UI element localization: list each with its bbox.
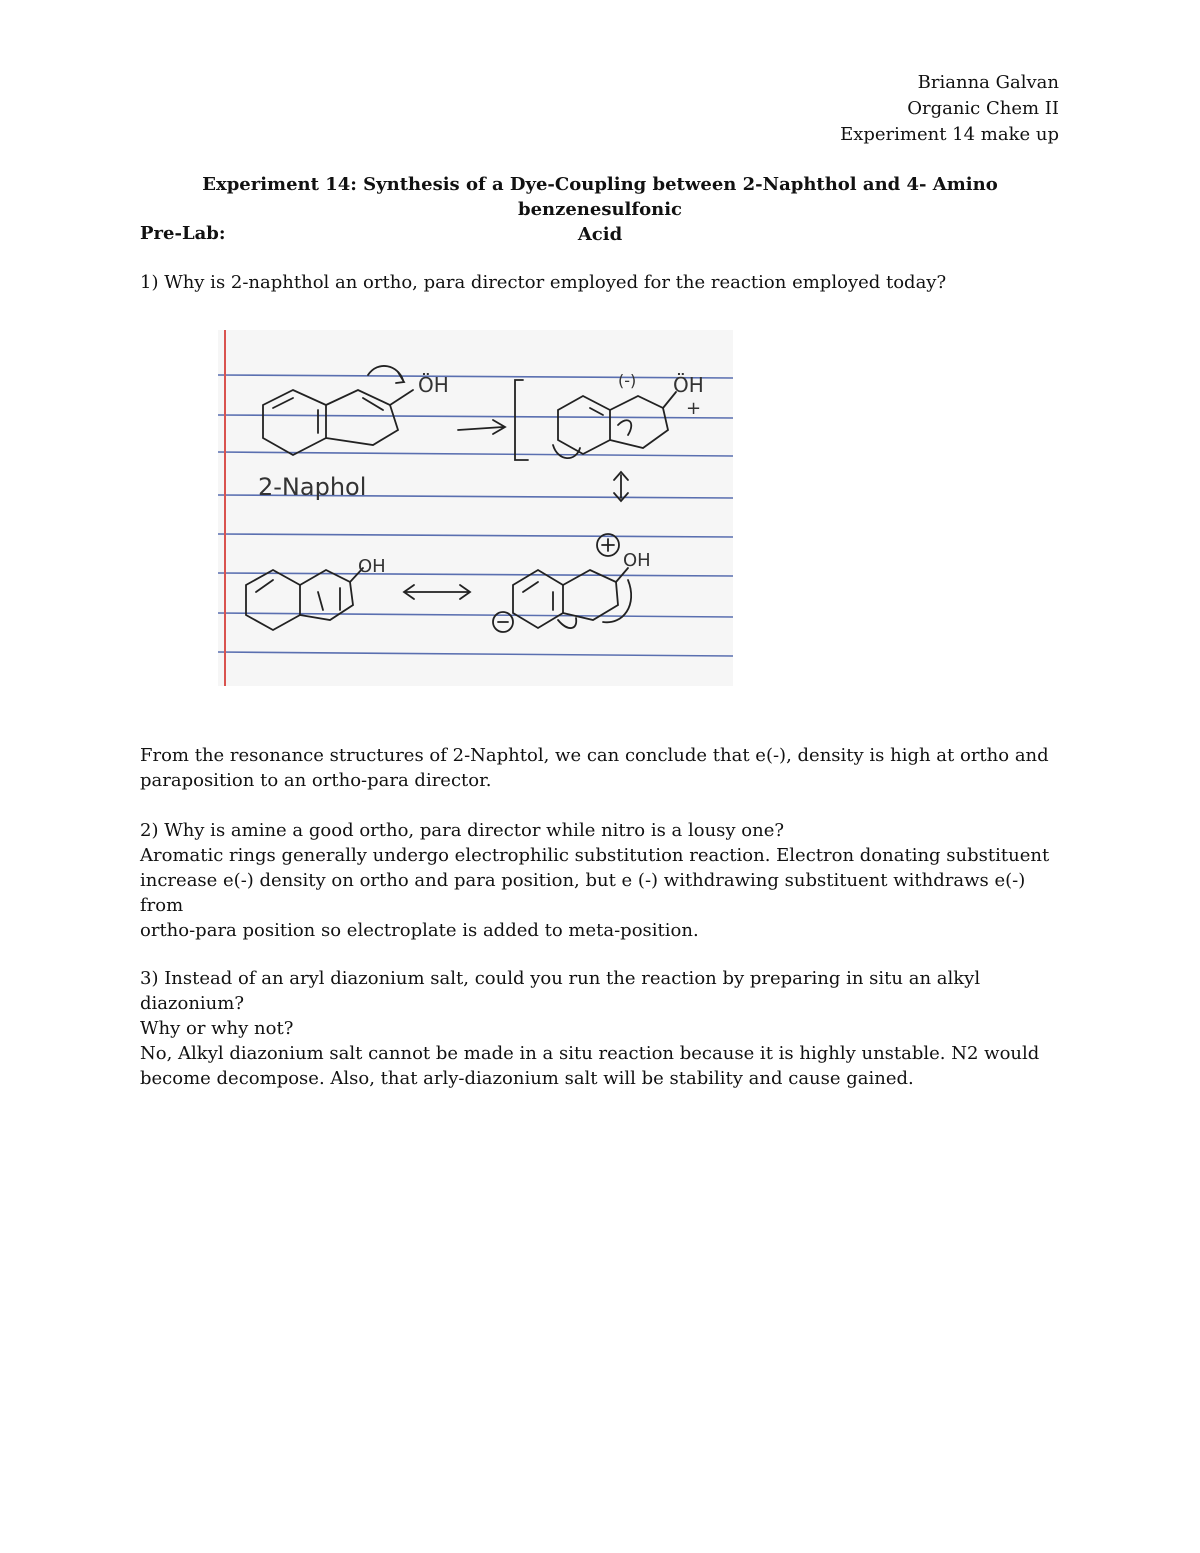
document-title (140, 172, 1060, 247)
resonance-sketch-figure (218, 330, 733, 686)
naphthol-structure-bottom-left-labels (358, 556, 386, 577)
question-3-line-2: Why or why not? (140, 1018, 294, 1039)
author-name: Brianna Galvan (917, 72, 1059, 93)
question-3-block (140, 966, 1060, 1091)
resonance-structure-bottom-right-labels (623, 550, 651, 571)
answer-3-line-2: become decompose. Also, that arly-diazonium salt will be stability and cause gained. (140, 1068, 914, 1089)
answer-3-line-1: No, Alkyl diazonium salt cannot be made in a situ reaction because it is highly unstable. N2 would (140, 1043, 1040, 1064)
hydroxyl-label-bottom-left: OH (358, 556, 386, 577)
positive-charge-label: + (686, 398, 702, 419)
author-header (840, 70, 1059, 148)
question-2: 2) Why is amine a good ortho, para director while nitro is a lousy one? (140, 820, 785, 841)
answer-2-line-2: increase e(-) density on ortho and para position, but e (-) withdrawing substituent withdraws e(-) from (140, 870, 1026, 916)
hydroxyl-label-bottom-right: OH (623, 550, 651, 571)
answer-1-line-1: From the resonance structures of 2-Naphtol, we can conclude that e(-), density is high at ortho and (140, 745, 1049, 766)
answer-2-line-1: Aromatic rings generally undergo electrophilic substitution reaction. Electron donating substituent (140, 845, 1050, 866)
negative-charge-label: (-) (618, 371, 637, 390)
hydroxyl-label-right: ÖH (673, 373, 704, 397)
course-name: Organic Chem II (907, 98, 1059, 119)
answer-1-line-2: paraposition to an ortho-para director. (140, 770, 492, 791)
question-1: 1) Why is 2-naphthol an ortho, para director employed for the reaction employed today? (140, 272, 947, 293)
experiment-label: Experiment 14 make up (840, 124, 1059, 145)
question-2-block (140, 818, 1060, 943)
naphthol-label: 2-Naphol (258, 473, 367, 501)
hydroxyl-label-top: ÖH (418, 373, 449, 397)
notebook-paper (218, 330, 733, 686)
answer-1 (140, 743, 1060, 793)
title-line-2: Acid (577, 224, 623, 245)
title-line-1: Experiment 14: Synthesis of a Dye-Coupling between 2-Naphthol and 4- Amino benzenesulfonic (202, 174, 998, 220)
question-3-line-1: 3) Instead of an aryl diazonium salt, could you run the reaction by preparing in situ an alkyl diazonium? (140, 968, 981, 1014)
prelab-heading: Pre-Lab: (140, 223, 226, 244)
answer-2-line-3: ortho-para position so electroplate is added to meta-position. (140, 920, 699, 941)
